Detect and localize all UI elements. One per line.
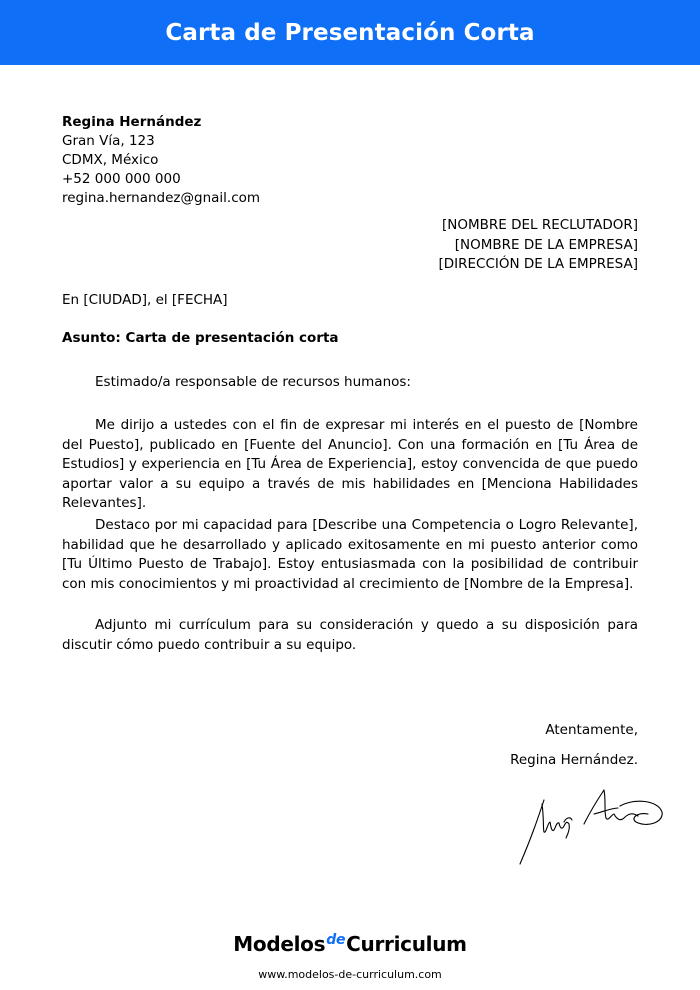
page-title: Carta de Presentación Corta <box>165 19 535 46</box>
logo-text-de: de <box>326 932 346 948</box>
brand-logo <box>0 932 700 956</box>
footer-website: www.modelos-de-curriculum.com <box>258 968 442 981</box>
sender-block <box>62 113 260 208</box>
place-date: En [CIUDAD], el [FECHA] <box>62 292 228 308</box>
header-bar <box>0 0 700 65</box>
closing: Atentamente, <box>545 722 638 738</box>
body-paragraph-1: Me dirijo a ustedes con el fin de expresar mi interés en el puesto de [Nombre del Puesto], publicado en [Fuente del Anuncio]. Con una formación en [Tu Área de Estudios] y experiencia en [Tu Área de Experiencia], estoy convencida de que puedo aportar valor a su equipo a través de mis habilidades en [Menciona Habilidades Relevantes]. <box>62 417 638 511</box>
recipient-company: [NOMBRE DE LA EMPRESA] <box>454 236 638 253</box>
handwritten-signature <box>508 778 668 870</box>
recipient-address: [DIRECCIÓN DE LA EMPRESA] <box>438 256 638 272</box>
greeting: Estimado/a responsable de recursos humanos: <box>95 374 411 390</box>
recipient-recruiter: [NOMBRE DEL RECLUTADOR] <box>441 217 638 233</box>
sender-address: Gran Vía, 123 <box>62 133 155 149</box>
sender-phone: +52 000 000 000 <box>62 171 181 187</box>
sender-name: Regina Hernández <box>62 114 202 130</box>
signed-name: Regina Hernández. <box>510 752 638 768</box>
recipient-block <box>438 216 638 275</box>
logo-text-curriculum: Curriculum <box>346 932 467 956</box>
body-paragraph-2: Destaco por mi capacidad para [Describe una Competencia o Logro Relevante], habilidad que he desarrollado y aplicado exitosamente en mi puesto anterior como [Tu Último Puesto de Trabajo]. Estoy entusiasmada con la posibilidad de contribuir con mis conocimientos y mi proactividad al crecimiento de [Nombre de la Empresa]. <box>62 517 638 592</box>
body-paragraph-3: Adjunto mi currículum para su consideración y quedo a su disposición para discutir cómo puedo contribuir a su equipo. <box>62 617 638 653</box>
sender-email: regina.hernandez@gnail.com <box>62 190 261 206</box>
sender-city: CDMX, México <box>62 152 159 168</box>
subject-line: Asunto: Carta de presentación corta <box>62 330 339 346</box>
logo-text-modelos: Modelos <box>233 932 326 956</box>
